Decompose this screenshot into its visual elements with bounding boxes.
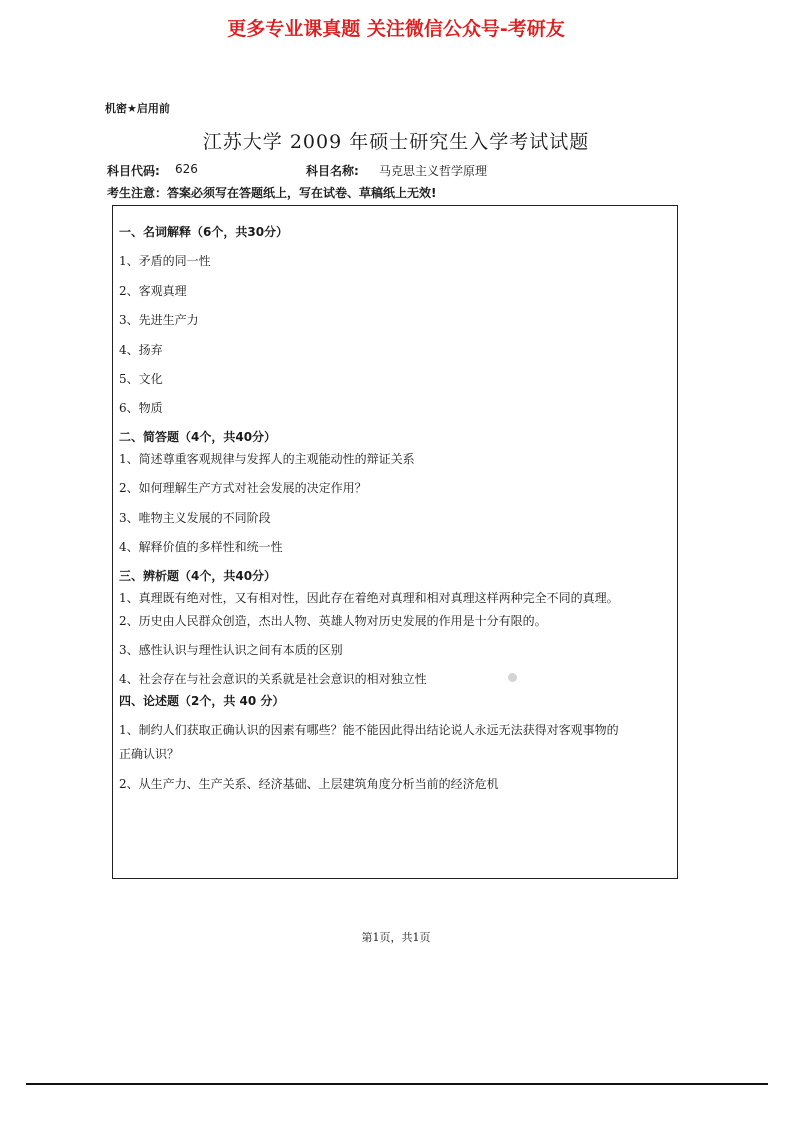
question-item: 2、历史由人民群众创造，杰出人物、英雄人物对历史发展的作用是十分有限的。 [119,614,547,628]
question-item: 3、唯物主义发展的不同阶段 [119,511,271,525]
question-item: 2、客观真理 [119,284,187,298]
confidential-label: 机密★启用前 [105,102,170,115]
section-heading: 二、简答题（4个，共40分） [119,430,277,444]
question-item: 3、感性认识与理性认识之间有本质的区别 [119,643,343,657]
scan-speck [508,673,517,682]
subject-code-value: 626 [175,162,198,176]
question-item: 1、真理既有绝对性，又有相对性，因此存在着绝对真理和相对真理这样两种完全不同的真理。 [119,591,619,605]
subject-name-label: 科目名称: [306,164,359,178]
question-item: 6、物质 [119,401,163,415]
section-heading: 一、名词解释（6个，共30分） [119,225,289,239]
bottom-divider [26,1083,768,1085]
candidate-notice: 考生注意：答案必须写在答题纸上，写在试卷、草稿纸上无效! [107,186,437,200]
section-heading: 四、论述题（2个，共 40 分） [119,694,285,708]
question-item: 5、文化 [119,372,163,386]
question-item-continued: 正确认识？ [119,747,180,761]
subject-code-label: 科目代码: [107,164,160,178]
page-number: 第1页，共1页 [361,931,431,944]
question-item: 4、社会存在与社会意识的关系就是社会意识的相对独立性 [119,672,427,686]
question-item: 2、从生产力、生产关系、经济基础、上层建筑角度分析当前的经济危机 [119,777,499,791]
question-item: 1、制约人们获取正确认识的因素有哪些？能不能因此得出结论说人永远无法获得对客观事物的 [119,723,619,737]
section-heading: 三、辨析题（4个，共40分） [119,569,277,583]
subject-name-value: 马克思主义哲学原理 [379,164,488,178]
question-item: 2、如何理解生产方式对社会发展的决定作用？ [119,481,367,495]
question-item: 1、矛盾的同一性 [119,254,211,268]
question-item: 3、先进生产力 [119,313,199,327]
question-item: 1、简述尊重客观规律与发挥人的主观能动性的辩证关系 [119,452,415,466]
promo-banner: 更多专业课真题 关注微信公众号-考研友 [227,18,565,40]
exam-title: 江苏大学 2009 年硕士研究生入学考试试题 [202,131,590,153]
question-item: 4、解释价值的多样性和统一性 [119,540,283,554]
subject-meta [107,162,667,179]
question-item: 4、扬弃 [119,343,163,357]
